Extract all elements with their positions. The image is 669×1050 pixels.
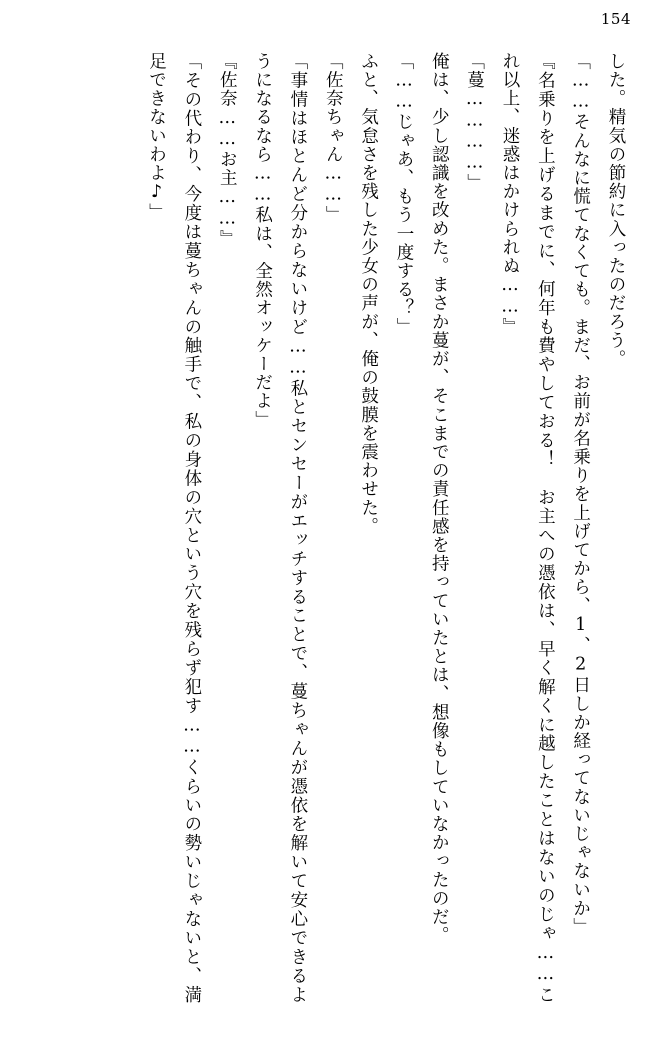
paragraph: 「……じゃあ、もう一度する？」	[393, 52, 414, 336]
paragraph: 「事情はほとんど分からないけど……私とセンセーがエッチすることで、蔓ちゃんが憑依を解いて安心できるようになるなら……私は、全然オッケーだよ」	[252, 52, 308, 1004]
paragraph: 『名乗りを上げるまでに、何年も費やしておる！ お主への憑依は、早く解くに越したことはないのじゃ……これ以上、迷惑はかけられぬ……』	[499, 52, 556, 1004]
paragraph: 「佐奈ちゃん……」	[323, 52, 344, 225]
paragraph: 『佐奈……お主……』	[217, 52, 238, 248]
page-number: 154	[600, 10, 631, 28]
paragraph: した。精気の節約に入ったのだろう。	[606, 52, 626, 369]
paragraph: 「蔓…………」	[464, 52, 485, 193]
page-text-body	[34, 52, 633, 1004]
paragraph: 「……そんなに慌てなくても。まだ、お前が名乗りを上げてから、1、2日しか経ってないじゃないか」	[570, 52, 591, 937]
paragraph: 俺は、少し認識を改めた。まさか蔓が、そこまでの責任感を持っていたとは、想像もしていなかったのだ。	[429, 52, 450, 945]
paragraph: 「その代わり、今度は蔓ちゃんの触手で、私の身体の穴という穴を残らず犯す……くらいの勢いじゃないと、満足できないわよ♪」	[146, 52, 202, 1004]
paragraph: ふと、気怠さを残した少女の声が、俺の鼓膜を震わせた。	[358, 52, 379, 536]
